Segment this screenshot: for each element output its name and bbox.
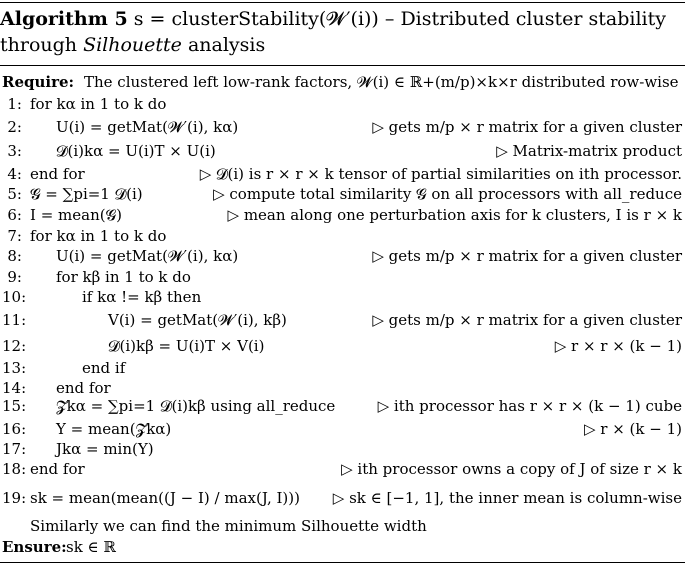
line-number: 8:: [7, 247, 22, 265]
line-comment: ▷ compute total similarity 𝓖 on all processors with all_reduce: [213, 185, 682, 203]
algorithm-title: [0, 6, 685, 58]
line-number: 1:: [7, 95, 22, 113]
line-number: 9:: [7, 268, 22, 286]
line-number: 12:: [2, 337, 27, 355]
require-keyword: Require:: [2, 73, 75, 91]
line-text: if kα != kβ then: [82, 288, 202, 306]
line-comment: ▷ mean along one perturbation axis for k clusters, I is r × k: [227, 206, 682, 224]
line-text: end for: [30, 165, 85, 183]
line-comment: ▷ Matrix-matrix product: [496, 142, 682, 160]
line-comment: ▷ r × r × (k − 1): [554, 337, 682, 355]
title-desc-c: analysis: [181, 34, 266, 56]
line-comment: ▷ gets m/p × r matrix for a given cluster: [372, 118, 682, 136]
line-number: 18:: [2, 460, 27, 478]
line-comment: ▷ sk ∈ [−1, 1], the inner mean is column-wise: [332, 489, 682, 507]
title-desc-silhouette: Silhouette: [83, 34, 182, 56]
line-number: 5:: [7, 185, 22, 203]
line-number: 17:: [2, 440, 27, 458]
algorithm-label: Algorithm 5: [0, 8, 128, 30]
line-number: 3:: [7, 142, 22, 160]
line-number: 15:: [2, 397, 27, 415]
algorithm-assign: s = clusterStability(𝓦′(i)): [133, 8, 379, 30]
note-text: Similarly we can find the minimum Silhouette width: [30, 517, 427, 535]
line-text: U(i) = getMat(𝓦′(i), kα): [56, 247, 239, 265]
line-text: end if: [82, 359, 126, 377]
line-number: 14:: [2, 379, 27, 397]
line-text: 𝓖 = ∑pi=1 𝓓(i): [30, 185, 143, 203]
line-text: for kα in 1 to k do: [30, 227, 167, 245]
top-rule: [0, 2, 685, 3]
title-separator: –: [378, 8, 401, 30]
line-number: 16:: [2, 420, 27, 438]
line-number: 4:: [7, 165, 22, 183]
line-number: 19:: [2, 489, 27, 507]
line-text: end for: [30, 460, 85, 478]
line-number: 2:: [7, 118, 22, 136]
line-text: end for: [56, 379, 111, 397]
line-number: 11:: [2, 311, 27, 329]
ensure-text: sk ∈ ℝ: [66, 538, 116, 556]
line-number: 10:: [2, 288, 27, 306]
line-comment: ▷ ith processor has r × r × (k − 1) cube: [377, 397, 682, 415]
line-number: 7:: [7, 227, 22, 245]
line-text: U(i) = getMat(𝓦′(i), kα): [56, 118, 239, 136]
line-comment: ▷ r × (k − 1): [583, 420, 682, 438]
line-text: V(i) = getMat(𝓦′(i), kβ): [108, 311, 287, 329]
bottom-rule: [0, 562, 685, 563]
line-comment: ▷ gets m/p × r matrix for a given cluster: [372, 247, 682, 265]
mid-rule: [0, 65, 685, 66]
require-text: The clustered left low-rank factors, 𝓦(i) ∈ ℝ+(m/p)×k×r distributed row-wise: [84, 73, 679, 91]
ensure-keyword: Ensure:: [2, 538, 67, 556]
line-number: 6:: [7, 206, 22, 224]
line-comment: ▷ ith processor owns a copy of J of size r × k: [341, 460, 682, 478]
line-text: Y = mean(𝓩kα): [56, 420, 172, 438]
line-text: 𝓓(i)kβ = U(i)T × V(i): [108, 337, 265, 355]
line-text: 𝓩kα = ∑pi=1 𝓓(i)kβ using all_reduce: [56, 397, 336, 415]
line-comment: ▷ 𝓓(i) is r × r × k tensor of partial similarities on ith processor.: [199, 165, 682, 183]
title-desc-a: Distributed cluster stability through: [0, 8, 666, 56]
line-text: I = mean(𝓖): [30, 206, 122, 224]
line-text: for kβ in 1 to k do: [56, 268, 191, 286]
line-text: 𝓓(i)kα = U(i)T × U(i): [56, 142, 216, 160]
line-text: Jkα = min(Y): [56, 440, 154, 458]
line-text: sk = mean(mean((J − I) / max(J, I))): [30, 489, 300, 507]
line-number: 13:: [2, 359, 27, 377]
line-comment: ▷ gets m/p × r matrix for a given cluster: [372, 311, 682, 329]
line-text: for kα in 1 to k do: [30, 95, 167, 113]
